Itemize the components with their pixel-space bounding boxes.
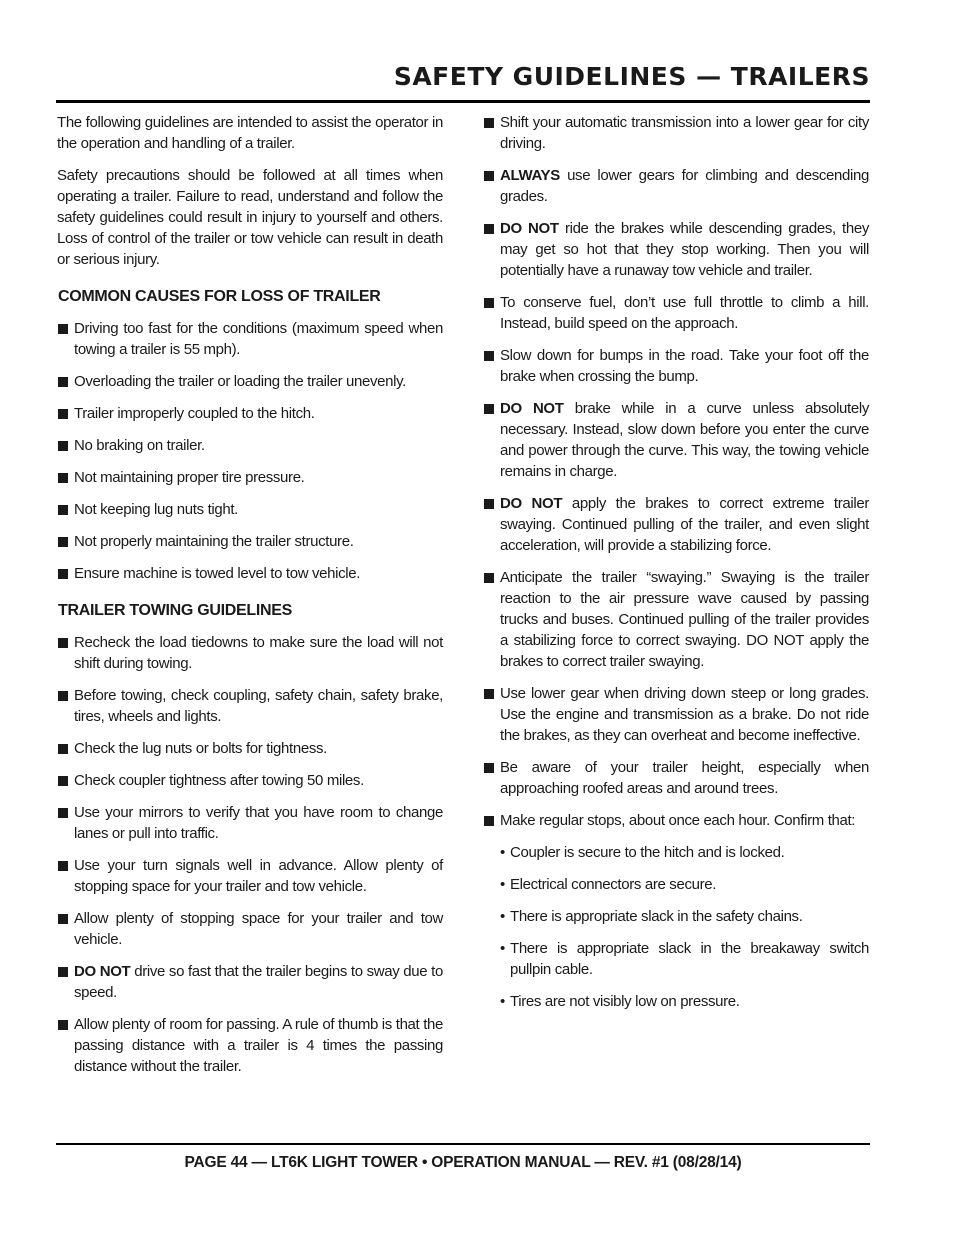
- square-bullet-icon: [484, 573, 494, 583]
- square-bullet-icon: [484, 224, 494, 234]
- stop-checklist: [483, 842, 869, 1012]
- square-bullet-icon: [484, 499, 494, 509]
- list-item: Overloading the trailer or loading the trailer unevenly.: [57, 371, 443, 392]
- page-title: SAFETY GUIDELINES — TRAILERS: [393, 62, 870, 91]
- square-bullet-icon: [58, 861, 68, 871]
- checklist-item: • There is appropriate slack in the safety chains.: [500, 908, 803, 925]
- list-item: Anticipate the trailer “swaying.” Swaying is the trailer reaction to the air pressure wave caused by passing trucks and buses. Continued pulling of the trailer provides a stabilizing force to correct swaying. DO NOT apply the brakes to correct trailer swaying.: [483, 567, 869, 672]
- checklist-item: • Coupler is secure to the hitch and is locked.: [500, 844, 785, 861]
- emphasis-keyword: DO NOT: [500, 495, 563, 512]
- list-item: Before towing, check coupling, safety chain, safety brake, tires, wheels and lights.: [57, 685, 443, 727]
- towing-heading: TRAILER TOWING GUIDELINES: [58, 602, 292, 619]
- checklist-item: • Tires are not visibly low on pressure.: [500, 993, 740, 1010]
- list-item: Not keeping lug nuts tight.: [57, 499, 443, 520]
- page-footer: PAGE 44 — LT6K LIGHT TOWER • OPERATION MANUAL — REV. #1 (08/28/14): [184, 1154, 742, 1171]
- footer-rule: [56, 1143, 870, 1145]
- square-bullet-icon: [58, 808, 68, 818]
- causes-heading: COMMON CAUSES FOR LOSS OF TRAILER: [58, 288, 381, 305]
- emphasis-keyword: DO NOT: [500, 220, 559, 237]
- square-bullet-icon: [484, 298, 494, 308]
- list-item: Use lower gear when driving down steep or long grades. Use the engine and transmission as a brake. Do not ride the brakes, as they can overheat and become ineffective.: [483, 683, 869, 746]
- square-bullet-icon: [484, 689, 494, 699]
- round-bullet-icon: •: [500, 908, 505, 925]
- right-column: [483, 112, 869, 1023]
- list-item: DO NOT brake while in a curve unless absolutely necessary. Instead, slow down before you enter the curve and power through the curve. This way, the towing vehicle remains in charge.: [483, 398, 869, 482]
- list-item: Allow plenty of stopping space for your trailer and tow vehicle.: [57, 908, 443, 950]
- driving-list: [483, 112, 869, 831]
- square-bullet-icon: [58, 324, 68, 334]
- square-bullet-icon: [58, 1020, 68, 1030]
- emphasis-keyword: ALWAYS: [500, 167, 560, 184]
- list-item: Shift your automatic transmission into a lower gear for city driving.: [483, 112, 869, 154]
- round-bullet-icon: •: [500, 876, 505, 893]
- list-item: To conserve fuel, don’t use full throttle to climb a hill. Instead, build speed on the approach.: [483, 292, 869, 334]
- square-bullet-icon: [484, 816, 494, 826]
- emphasis-keyword: DO NOT: [74, 963, 131, 980]
- square-bullet-icon: [58, 377, 68, 387]
- intro-paragraph: The following guidelines are intended to assist the operator in the operation and handling of a trailer.: [57, 114, 443, 152]
- square-bullet-icon: [58, 441, 68, 451]
- square-bullet-icon: [58, 409, 68, 419]
- checklist-item: • There is appropriate slack in the breakaway switch pullpin cable.: [500, 940, 869, 978]
- list-item: Ensure machine is towed level to tow vehicle.: [57, 563, 443, 584]
- list-item: Not maintaining proper tire pressure.: [57, 467, 443, 488]
- intro-paragraph: Safety precautions should be followed at all times when operating a trailer. Failure to read, understand and follow the safety guidelines could result in injury to yourself and others. Loss of control of the trailer or tow vehicle can result in death or serious injury.: [57, 167, 443, 268]
- square-bullet-icon: [484, 404, 494, 414]
- towing-list: [57, 632, 443, 1077]
- square-bullet-icon: [484, 171, 494, 181]
- square-bullet-icon: [58, 967, 68, 977]
- list-item: Allow plenty of room for passing. A rule of thumb is that the passing distance with a trailer is 4 times the passing distance without the trailer.: [57, 1014, 443, 1077]
- square-bullet-icon: [58, 691, 68, 701]
- list-item: Make regular stops, about once each hour. Confirm that:: [483, 810, 869, 831]
- list-item: Recheck the load tiedowns to make sure the load will not shift during towing.: [57, 632, 443, 674]
- list-item: Be aware of your trailer height, especially when approaching roofed areas and around trees.: [483, 757, 869, 799]
- list-item: DO NOT apply the brakes to correct extreme trailer swaying. Continued pulling of the trailer, and even slight acceleration, will provide a stabilizing force.: [483, 493, 869, 556]
- causes-list: [57, 318, 443, 584]
- list-item: Slow down for bumps in the road. Take your foot off the brake when crossing the bump.: [483, 345, 869, 387]
- list-item: Check the lug nuts or bolts for tightness.: [57, 738, 443, 759]
- list-item: ALWAYS use lower gears for climbing and descending grades.: [483, 165, 869, 207]
- list-item: No braking on trailer.: [57, 435, 443, 456]
- square-bullet-icon: [58, 569, 68, 579]
- square-bullet-icon: [58, 744, 68, 754]
- square-bullet-icon: [58, 537, 68, 547]
- square-bullet-icon: [58, 473, 68, 483]
- list-item: Use your turn signals well in advance. Allow plenty of stopping space for your trailer and tow vehicle.: [57, 855, 443, 897]
- square-bullet-icon: [58, 638, 68, 648]
- square-bullet-icon: [484, 351, 494, 361]
- square-bullet-icon: [484, 118, 494, 128]
- list-item: Driving too fast for the conditions (maximum speed when towing a trailer is 55 mph).: [57, 318, 443, 360]
- list-item: DO NOT drive so fast that the trailer begins to sway due to speed.: [57, 961, 443, 1003]
- list-item: Not properly maintaining the trailer structure.: [57, 531, 443, 552]
- checklist-item: • Electrical connectors are secure.: [500, 876, 717, 893]
- list-item: Trailer improperly coupled to the hitch.: [57, 403, 443, 424]
- left-column: [57, 112, 443, 1088]
- list-item: Check coupler tightness after towing 50 miles.: [57, 770, 443, 791]
- round-bullet-icon: •: [500, 940, 505, 957]
- square-bullet-icon: [58, 776, 68, 786]
- square-bullet-icon: [484, 763, 494, 773]
- emphasis-keyword: DO NOT: [500, 400, 564, 417]
- square-bullet-icon: [58, 914, 68, 924]
- list-item: DO NOT ride the brakes while descending grades, they may get so hot that they stop working. Then you will potentially have a runaway tow vehicle and trailer.: [483, 218, 869, 281]
- round-bullet-icon: •: [500, 844, 505, 861]
- square-bullet-icon: [58, 505, 68, 515]
- list-item: Use your mirrors to verify that you have room to change lanes or pull into traffic.: [57, 802, 443, 844]
- round-bullet-icon: •: [500, 993, 505, 1010]
- header-rule: [56, 100, 870, 103]
